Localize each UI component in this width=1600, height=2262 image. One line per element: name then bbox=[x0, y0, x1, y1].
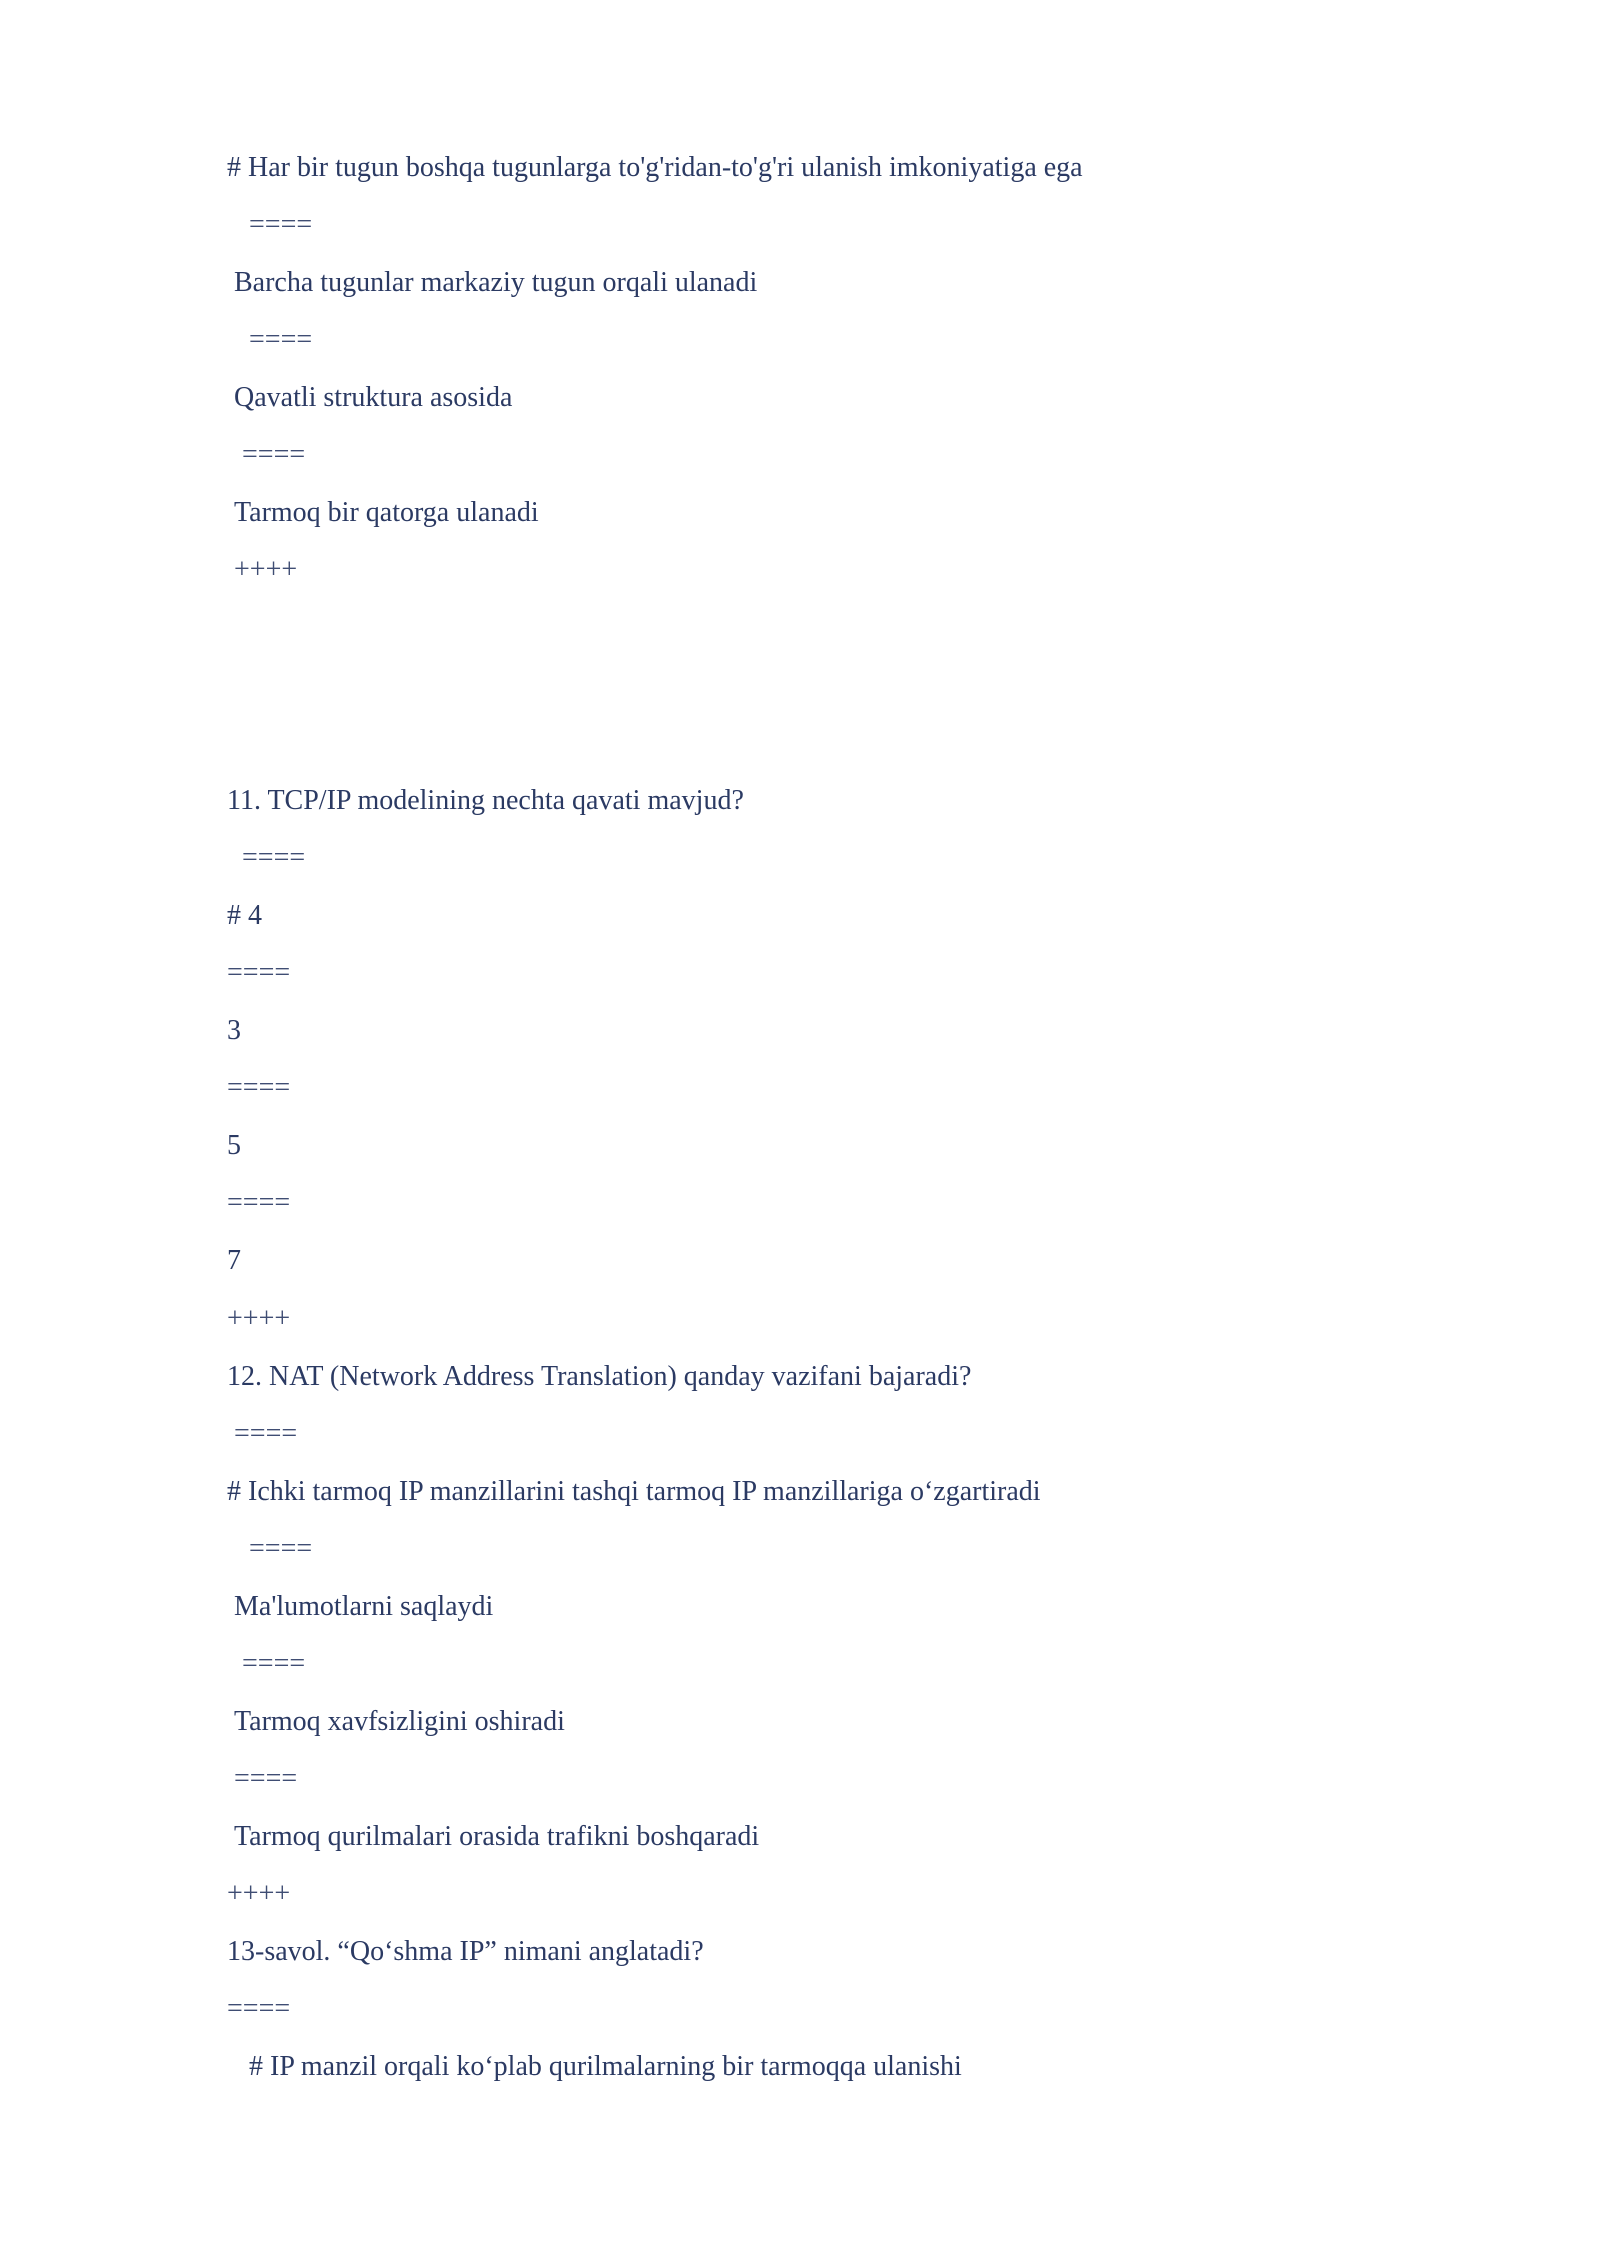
answer-separator: ==== bbox=[227, 1993, 291, 2024]
answer-line: 7 bbox=[227, 1245, 241, 1276]
answer-separator: ==== bbox=[234, 1763, 298, 1794]
answer-line: 5 bbox=[227, 1130, 241, 1161]
answer-line: 3 bbox=[227, 1015, 241, 1046]
answer-line: Tarmoq xavfsizligini oshiradi bbox=[234, 1706, 565, 1737]
answer-separator: ==== bbox=[242, 1648, 306, 1679]
answer-separator: ==== bbox=[249, 324, 313, 355]
answer-line: Qavatli struktura asosida bbox=[234, 382, 513, 413]
answer-line: Barcha tugunlar markaziy tugun orqali ulanadi bbox=[234, 267, 758, 298]
question-line: 11. TCP/IP modelining nechta qavati mavjud? bbox=[227, 785, 744, 816]
answer-line-correct: # IP manzil orqali ko‘plab qurilmalarning bir tarmoqqa ulanishi bbox=[249, 2051, 962, 2082]
answer-separator: ==== bbox=[234, 1418, 298, 1449]
answer-line-correct: # Ichki tarmoq IP manzillarini tashqi tarmoq IP manzillariga o‘zgartiradi bbox=[227, 1476, 1041, 1507]
answer-separator: ==== bbox=[249, 209, 313, 240]
question-line: 12. NAT (Network Address Translation) qanday vazifani bajaradi? bbox=[227, 1361, 972, 1392]
question-end-marker: ++++ bbox=[227, 1303, 291, 1334]
answer-line: Tarmoq bir qatorga ulanadi bbox=[234, 497, 539, 528]
answer-separator: ==== bbox=[227, 957, 291, 988]
question-end-marker: ++++ bbox=[227, 1878, 291, 1909]
answer-separator: ==== bbox=[227, 1072, 291, 1103]
answer-separator: ==== bbox=[242, 842, 306, 873]
answer-separator: ==== bbox=[249, 1533, 313, 1564]
question-line: 13-savol. “Qo‘shma IP” nimani anglatadi? bbox=[227, 1936, 704, 1967]
answer-line: Ma'lumotlarni saqlaydi bbox=[234, 1591, 494, 1622]
answer-separator: ==== bbox=[242, 439, 306, 470]
answer-line-correct: # 4 bbox=[227, 900, 262, 931]
question-end-marker: ++++ bbox=[234, 554, 298, 585]
answer-separator: ==== bbox=[227, 1187, 291, 1218]
answer-line: Tarmoq qurilmalari orasida trafikni boshqaradi bbox=[234, 1821, 760, 1852]
answer-line-correct: # Har bir tugun boshqa tugunlarga to'g'ridan-to'g'ri ulanish imkoniyatiga ega bbox=[227, 152, 1083, 183]
